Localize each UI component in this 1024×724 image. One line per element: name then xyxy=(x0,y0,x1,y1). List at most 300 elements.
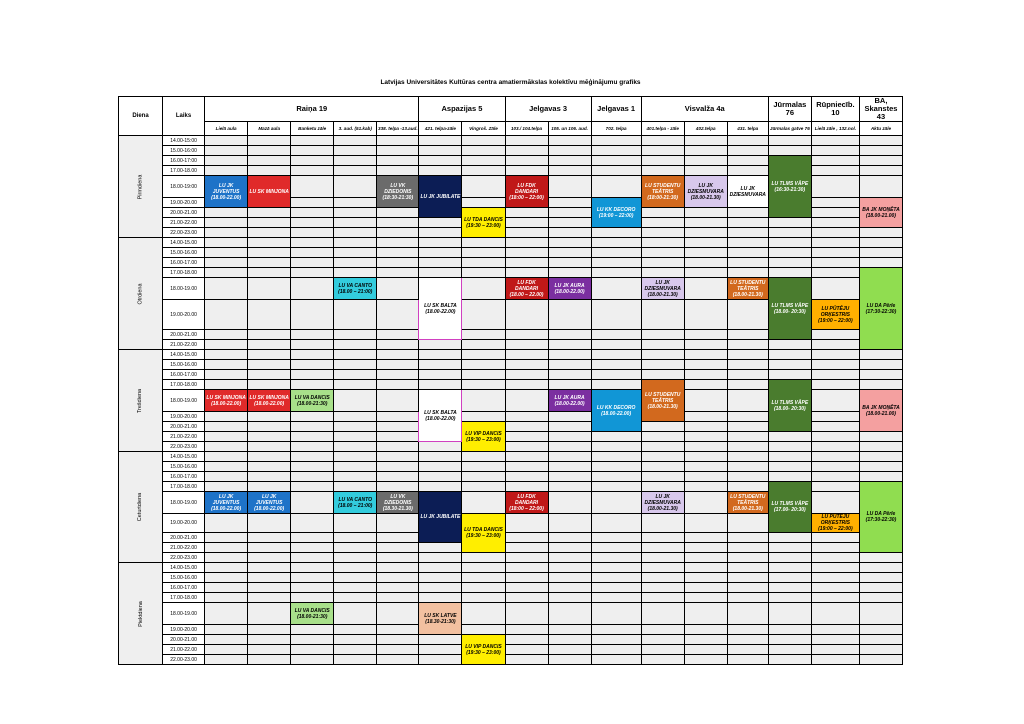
rehearsal-time: (18.00-22.00) xyxy=(211,400,242,407)
empty-cell xyxy=(859,228,902,238)
empty-cell xyxy=(205,583,248,593)
empty-cell xyxy=(727,370,768,380)
empty-cell xyxy=(505,248,548,258)
empty-cell xyxy=(205,442,248,452)
empty-cell xyxy=(248,563,291,573)
empty-cell xyxy=(641,603,684,625)
rehearsal-block xyxy=(248,390,291,412)
rehearsal-block xyxy=(419,278,462,340)
empty-cell xyxy=(419,442,462,452)
empty-cell xyxy=(205,380,248,390)
time-row xyxy=(119,258,903,268)
time-slot: 22.00-23.00 xyxy=(163,228,205,238)
empty-cell xyxy=(291,593,334,603)
ensemble-name: LU FDK DANDARI xyxy=(514,182,539,195)
time-row xyxy=(119,462,903,472)
empty-cell xyxy=(548,432,591,442)
empty-cell xyxy=(248,268,291,278)
empty-cell xyxy=(419,543,462,553)
empty-cell xyxy=(548,492,591,514)
empty-cell xyxy=(684,553,727,563)
empty-cell xyxy=(248,625,291,635)
empty-cell xyxy=(768,146,811,156)
empty-cell xyxy=(419,573,462,583)
empty-cell xyxy=(859,563,902,573)
time-slot: 20.00-21.00 xyxy=(163,330,205,340)
empty-cell xyxy=(505,472,548,482)
rehearsal-block xyxy=(859,268,902,350)
empty-cell xyxy=(248,330,291,340)
empty-cell xyxy=(859,452,902,462)
empty-cell xyxy=(859,156,902,166)
empty-cell xyxy=(377,514,419,533)
empty-cell xyxy=(291,432,334,442)
empty-cell xyxy=(419,166,462,176)
rehearsal-block xyxy=(505,176,548,208)
empty-cell xyxy=(377,350,419,360)
time-slot: 18.00-19.00 xyxy=(163,390,205,412)
empty-cell xyxy=(377,258,419,268)
time-row xyxy=(119,136,903,146)
building-header: Jelgavas 1 xyxy=(591,97,641,122)
building-header: Raiņa 19 xyxy=(205,97,419,122)
empty-cell xyxy=(727,146,768,156)
empty-cell xyxy=(205,655,248,665)
empty-cell xyxy=(377,482,419,492)
empty-cell xyxy=(727,422,768,432)
rehearsal-block xyxy=(727,278,768,300)
empty-cell xyxy=(811,156,859,166)
empty-cell xyxy=(548,248,591,258)
rehearsal-time: (18.00-22.00) xyxy=(211,505,242,512)
empty-cell xyxy=(419,146,462,156)
empty-cell xyxy=(684,166,727,176)
ensemble-name: LU TLMS VĀPE xyxy=(771,501,809,507)
empty-cell xyxy=(859,360,902,370)
empty-cell xyxy=(548,268,591,278)
empty-cell xyxy=(462,370,505,380)
empty-cell xyxy=(334,603,377,625)
rehearsal-time: (18.00-21.30) xyxy=(647,403,678,410)
empty-cell xyxy=(811,350,859,360)
empty-cell xyxy=(248,300,291,330)
ensemble-name: LU VA DANCIS xyxy=(294,394,330,401)
ensemble-name: LU VK DZIEDONIS xyxy=(384,493,412,506)
empty-cell xyxy=(291,442,334,452)
empty-cell xyxy=(248,146,291,156)
empty-cell xyxy=(684,258,727,268)
empty-cell xyxy=(591,330,641,340)
time-slot: 16.00-17.00 xyxy=(163,258,205,268)
empty-cell xyxy=(768,472,811,482)
time-row xyxy=(119,146,903,156)
empty-cell xyxy=(548,360,591,370)
time-row xyxy=(119,360,903,370)
building-header: Jelgavas 3 xyxy=(505,97,591,122)
rehearsal-block xyxy=(591,198,641,228)
empty-cell xyxy=(768,218,811,228)
empty-cell xyxy=(548,208,591,218)
empty-cell xyxy=(727,166,768,176)
day-label xyxy=(119,563,163,665)
rehearsal-time: (18.00-21:30) xyxy=(297,400,328,407)
room-header: Aktu zāle xyxy=(859,122,902,136)
time-row xyxy=(119,553,903,563)
ensemble-name: LU JK DZIESMUVARA xyxy=(729,185,766,198)
rehearsal-time: (18:00 – 22:00) xyxy=(509,505,544,512)
empty-cell xyxy=(548,573,591,583)
ensemble-name: LU JK JUBILATE xyxy=(420,514,461,520)
empty-cell xyxy=(248,635,291,645)
time-row xyxy=(119,583,903,593)
empty-cell xyxy=(727,208,768,218)
empty-cell xyxy=(505,390,548,412)
ensemble-name: LU STUDENTU TEĀTRIS xyxy=(645,391,681,404)
empty-cell xyxy=(859,603,902,625)
empty-cell xyxy=(591,432,641,442)
time-slot: 18.00-19.00 xyxy=(163,603,205,625)
empty-cell xyxy=(248,422,291,432)
empty-cell xyxy=(727,340,768,350)
empty-cell xyxy=(768,583,811,593)
day-name: Otrdiena xyxy=(137,282,144,305)
rehearsal-block xyxy=(462,422,505,452)
ensemble-name: LU PŪTĒJU ORĶESTRIS xyxy=(820,305,850,318)
rehearsal-time: (19:00 – 22:00) xyxy=(598,212,634,219)
empty-cell xyxy=(334,176,377,198)
empty-cell xyxy=(684,593,727,603)
empty-cell xyxy=(419,452,462,462)
building-header: Visvalža 4a xyxy=(641,97,768,122)
empty-cell xyxy=(334,390,377,412)
empty-cell xyxy=(591,563,641,573)
empty-cell xyxy=(548,442,591,452)
time-slot: 19.00-20.00 xyxy=(163,625,205,635)
empty-cell xyxy=(591,350,641,360)
time-slot: 19.00-20.00 xyxy=(163,412,205,422)
empty-cell xyxy=(248,442,291,452)
empty-cell xyxy=(591,462,641,472)
day-label xyxy=(119,350,163,452)
ensemble-name: LU VK DZIEDONIS xyxy=(384,182,412,195)
empty-cell xyxy=(205,330,248,340)
time-row xyxy=(119,655,903,665)
empty-cell xyxy=(291,645,334,655)
empty-cell xyxy=(591,248,641,258)
empty-cell xyxy=(548,603,591,625)
room-header: Jūrmalas gatve 76 xyxy=(768,122,811,136)
time-slot: 14.00-15.00 xyxy=(163,452,205,462)
empty-cell xyxy=(548,340,591,350)
empty-cell xyxy=(377,208,419,218)
empty-cell xyxy=(548,452,591,462)
empty-cell xyxy=(768,136,811,146)
empty-cell xyxy=(205,563,248,573)
rehearsal-block xyxy=(768,278,811,340)
time-row xyxy=(119,442,903,452)
room-header-row xyxy=(119,122,903,136)
empty-cell xyxy=(419,156,462,166)
time-slot: 14.00-15.00 xyxy=(163,238,205,248)
time-slot: 22.00-23.00 xyxy=(163,442,205,452)
rehearsal-time: (18.30-21:30) xyxy=(425,618,456,625)
empty-cell xyxy=(505,370,548,380)
ensemble-name: LU JK AURA xyxy=(554,282,585,289)
time-slot: 20.00-21.00 xyxy=(163,635,205,645)
empty-cell xyxy=(811,432,859,442)
rehearsal-time: (18.00-22.00) xyxy=(554,288,585,295)
empty-cell xyxy=(591,340,641,350)
empty-cell xyxy=(419,268,462,278)
empty-cell xyxy=(684,340,727,350)
empty-cell xyxy=(462,166,505,176)
empty-cell xyxy=(548,300,591,330)
empty-cell xyxy=(248,258,291,268)
empty-cell xyxy=(684,533,727,543)
empty-cell xyxy=(548,412,591,422)
empty-cell xyxy=(548,166,591,176)
time-slot: 20.00-21.00 xyxy=(163,422,205,432)
empty-cell xyxy=(811,268,859,278)
empty-cell xyxy=(684,422,727,432)
rehearsal-time: (18:00-21:30) xyxy=(647,194,678,201)
empty-cell xyxy=(591,146,641,156)
empty-cell xyxy=(205,340,248,350)
empty-cell xyxy=(548,136,591,146)
empty-cell xyxy=(727,482,768,492)
empty-cell xyxy=(684,146,727,156)
empty-cell xyxy=(334,412,377,422)
time-row xyxy=(119,452,903,462)
empty-cell xyxy=(811,198,859,208)
ensemble-name: LU KK DECORO xyxy=(596,404,636,411)
time-row xyxy=(119,340,903,350)
rehearsal-time: (18.00-21.30) xyxy=(647,505,678,512)
time-row xyxy=(119,380,903,390)
empty-cell xyxy=(641,472,684,482)
empty-cell xyxy=(684,514,727,533)
empty-cell xyxy=(641,258,684,268)
rehearsal-time: (18.00-22.00) xyxy=(254,505,285,512)
empty-cell xyxy=(334,452,377,462)
empty-cell xyxy=(248,472,291,482)
empty-cell xyxy=(462,603,505,625)
ensemble-name: LU JK AURA xyxy=(554,394,585,401)
empty-cell xyxy=(591,635,641,645)
empty-cell xyxy=(684,208,727,218)
empty-cell xyxy=(811,340,859,350)
empty-cell xyxy=(334,472,377,482)
time-slot: 15.00-16:00 xyxy=(163,146,205,156)
time-row xyxy=(119,593,903,603)
empty-cell xyxy=(727,248,768,258)
empty-cell xyxy=(641,360,684,370)
empty-cell xyxy=(377,268,419,278)
empty-cell xyxy=(205,635,248,645)
rehearsal-time: (19:30 – 23:00) xyxy=(466,649,501,656)
time-slot: 21.00-22.00 xyxy=(163,645,205,655)
empty-cell xyxy=(727,563,768,573)
empty-cell xyxy=(419,238,462,248)
empty-cell xyxy=(727,300,768,330)
empty-cell xyxy=(641,573,684,583)
ensemble-name: LU JK DZIESMUVARA xyxy=(644,493,681,506)
empty-cell xyxy=(548,563,591,573)
empty-cell xyxy=(811,248,859,258)
empty-cell xyxy=(419,380,462,390)
empty-cell xyxy=(419,248,462,258)
empty-cell xyxy=(811,136,859,146)
empty-cell xyxy=(334,573,377,583)
empty-cell xyxy=(377,635,419,645)
empty-cell xyxy=(811,472,859,482)
empty-cell xyxy=(248,514,291,533)
time-slot: 16.00-17.00 xyxy=(163,370,205,380)
empty-cell xyxy=(462,238,505,248)
empty-cell xyxy=(684,472,727,482)
time-row xyxy=(119,482,903,492)
time-row xyxy=(119,238,903,248)
empty-cell xyxy=(334,218,377,228)
ensemble-name: LU TDA DANCIS xyxy=(464,216,503,223)
empty-cell xyxy=(811,573,859,583)
empty-cell xyxy=(291,492,334,514)
empty-cell xyxy=(377,462,419,472)
building-header: Aspazijas 5 xyxy=(419,97,505,122)
empty-cell xyxy=(859,176,902,198)
empty-cell xyxy=(248,340,291,350)
ensemble-name: LU TDA DANCIS xyxy=(464,527,503,533)
empty-cell xyxy=(248,218,291,228)
empty-cell xyxy=(505,655,548,665)
empty-cell xyxy=(641,482,684,492)
empty-cell xyxy=(205,258,248,268)
empty-cell xyxy=(334,514,377,533)
empty-cell xyxy=(334,422,377,432)
empty-cell xyxy=(462,258,505,268)
rehearsal-block xyxy=(684,176,727,208)
empty-cell xyxy=(377,655,419,665)
empty-cell xyxy=(684,462,727,472)
empty-cell xyxy=(727,136,768,146)
empty-cell xyxy=(591,593,641,603)
empty-cell xyxy=(291,573,334,583)
empty-cell xyxy=(205,248,248,258)
empty-cell xyxy=(205,166,248,176)
empty-cell xyxy=(205,514,248,533)
empty-cell xyxy=(768,563,811,573)
empty-cell xyxy=(505,268,548,278)
empty-cell xyxy=(859,442,902,452)
empty-cell xyxy=(591,442,641,452)
empty-cell xyxy=(591,583,641,593)
empty-cell xyxy=(291,258,334,268)
time-slot: 18.00-19.00 xyxy=(163,278,205,300)
ensemble-name: LU FDK DANDARI xyxy=(514,493,539,506)
empty-cell xyxy=(505,258,548,268)
empty-cell xyxy=(768,462,811,472)
empty-cell xyxy=(334,645,377,655)
time-slot: 15.00-16.00 xyxy=(163,360,205,370)
empty-cell xyxy=(727,514,768,533)
empty-cell xyxy=(291,553,334,563)
ensemble-name: LU JK JUVENTUS xyxy=(255,493,283,506)
empty-cell xyxy=(641,645,684,655)
empty-cell xyxy=(859,350,902,360)
empty-cell xyxy=(641,452,684,462)
empty-cell xyxy=(727,228,768,238)
empty-cell xyxy=(505,442,548,452)
ensemble-name: LU JK DZIESMUVARA xyxy=(687,182,724,195)
empty-cell xyxy=(641,166,684,176)
empty-cell xyxy=(291,166,334,176)
empty-cell xyxy=(334,533,377,543)
empty-cell xyxy=(505,340,548,350)
empty-cell xyxy=(641,563,684,573)
empty-cell xyxy=(591,228,641,238)
empty-cell xyxy=(684,412,727,422)
empty-cell xyxy=(811,492,859,514)
empty-cell xyxy=(684,300,727,330)
empty-cell xyxy=(641,340,684,350)
empty-cell xyxy=(548,380,591,390)
empty-cell xyxy=(684,442,727,452)
time-slot: 20.00-21.00 xyxy=(163,208,205,218)
ensemble-name: LU SK MINJONA xyxy=(249,188,289,195)
empty-cell xyxy=(377,380,419,390)
empty-cell xyxy=(505,625,548,635)
ensemble-name: LU VA DANCIS xyxy=(294,607,330,614)
empty-cell xyxy=(505,360,548,370)
empty-cell xyxy=(334,583,377,593)
time-row xyxy=(119,278,903,300)
empty-cell xyxy=(334,350,377,360)
rehearsal-block xyxy=(205,492,248,514)
ensemble-name: LU STUDENTU TEĀTRIS xyxy=(730,493,766,506)
empty-cell xyxy=(462,268,505,278)
rehearsal-block xyxy=(641,176,684,208)
empty-cell xyxy=(205,452,248,462)
empty-cell xyxy=(548,176,591,198)
empty-cell xyxy=(859,593,902,603)
ensemble-name: LU STUDENTU TEĀTRIS xyxy=(730,279,766,292)
empty-cell xyxy=(462,146,505,156)
empty-cell xyxy=(641,208,684,218)
building-header: Rūpniecīb. 10 xyxy=(811,97,859,122)
empty-cell xyxy=(768,268,811,278)
rehearsal-block xyxy=(462,514,505,553)
empty-cell xyxy=(859,380,902,390)
rehearsal-block xyxy=(505,278,548,300)
empty-cell xyxy=(548,533,591,543)
empty-cell xyxy=(377,248,419,258)
time-slot: 17.00-18.00 xyxy=(163,268,205,278)
empty-cell xyxy=(811,563,859,573)
empty-cell xyxy=(419,482,462,492)
empty-cell xyxy=(684,136,727,146)
empty-cell xyxy=(419,553,462,563)
empty-cell xyxy=(248,655,291,665)
empty-cell xyxy=(811,625,859,635)
empty-cell xyxy=(768,360,811,370)
empty-cell xyxy=(291,583,334,593)
time-row xyxy=(119,350,903,360)
empty-cell xyxy=(334,166,377,176)
time-row xyxy=(119,563,903,573)
empty-cell xyxy=(641,543,684,553)
empty-cell xyxy=(548,370,591,380)
rehearsal-block xyxy=(548,278,591,300)
